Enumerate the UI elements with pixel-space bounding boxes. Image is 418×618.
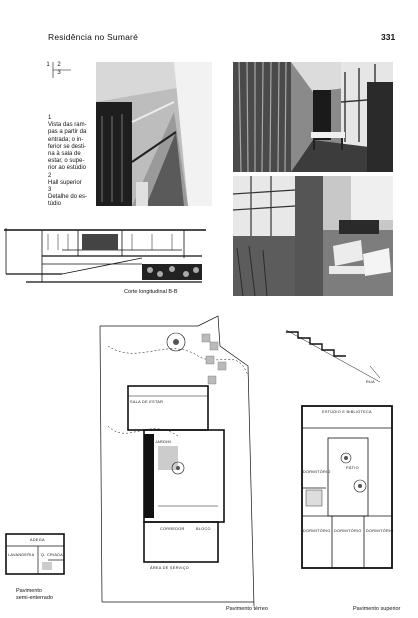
room-upper-estudio: ESTÚDIO E BIBLIOTECA: [322, 410, 372, 414]
room-upper-patio: PÁTIO: [346, 466, 359, 470]
room-semi-q-criada: Q. CRIADA: [41, 553, 64, 557]
upper-floor-plan-drawing: [298, 398, 398, 578]
photo-upper-hall: [233, 62, 393, 172]
room-semi-adega: ADEGA: [30, 538, 45, 542]
room-upper-dormitorio-4: DORMITÓRIO: [366, 529, 394, 533]
photo-ramps-view: [96, 62, 212, 206]
site-street-label: RUA: [366, 380, 375, 384]
room-ground-sala-de-estar: SALA DE ESTAR: [130, 400, 164, 404]
photo-studio-detail-image: [233, 176, 393, 296]
ground-floor-plan-drawing: [98, 306, 268, 606]
section-label: Corte longitudinal B-B: [124, 289, 178, 295]
photo-studio-detail: [233, 176, 393, 296]
room-semi-lavanderia: LAVANDERIA: [8, 553, 35, 557]
room-ground-corredor: CORREDOR: [160, 527, 185, 531]
plan-semi-label: Pavimento semi-enterrado: [16, 588, 53, 601]
room-ground-area-de-servico: ÁREA DE SERVIÇO: [150, 566, 190, 570]
room-upper-dormitorio-3: DORMITÓRIO: [334, 529, 362, 533]
photo-key-2: 2: [57, 62, 61, 68]
photo-ramps-image: [96, 62, 212, 206]
photo-key-1: 1: [46, 62, 50, 68]
photo-key-3: 3: [57, 70, 61, 76]
room-ground-bloco: BLOCO: [196, 527, 211, 531]
longitudinal-section-drawing: [2, 222, 212, 302]
photo-caption: 1 Vista das ram- pas a partir da entrada; o in- ferior se desti- na à sala de estar, o supe- rior ao estúdio 2 Hall superior 3 Detalhe do es- túdio: [48, 115, 88, 208]
plan-upper-label: Pavimento superior: [353, 606, 401, 612]
page-number: 331: [381, 32, 396, 42]
photo-upper-hall-image: [233, 62, 393, 172]
photo-key-grid: [44, 62, 72, 76]
plan-ground-label: Pavimento térreo: [226, 606, 268, 612]
site-stairs-sketch: [284, 326, 384, 386]
room-ground-jardim: JARDIM: [155, 440, 171, 444]
room-upper-dormitorio-2: DORMITÓRIO: [303, 529, 331, 533]
page-header-title: Residência no Sumaré: [48, 32, 138, 42]
room-upper-dormitorio-1: DORMITÓRIO: [303, 470, 331, 474]
